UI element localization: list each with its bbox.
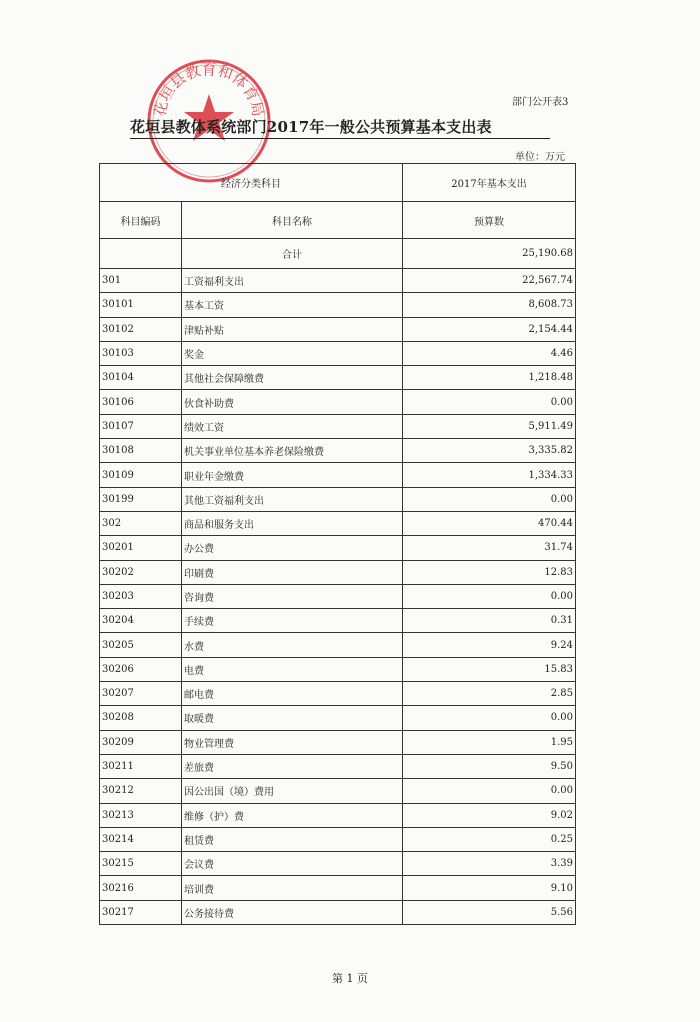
table-row xyxy=(100,463,576,487)
table-row xyxy=(100,584,576,608)
row-code: 30205 xyxy=(100,633,182,657)
table-row xyxy=(100,682,576,706)
row-name: 绩效工资 xyxy=(182,414,403,438)
row-code: 30106 xyxy=(100,390,182,414)
table-row xyxy=(100,511,576,535)
row-name: 水费 xyxy=(182,633,403,657)
row-name: 基本工资 xyxy=(182,293,403,317)
row-code: 30201 xyxy=(100,536,182,560)
row-amount: 5.56 xyxy=(403,900,576,924)
page-title: 花垣县教体系统部门2017年一般公共预算基本支出表 xyxy=(130,116,550,139)
row-amount: 22,567.74 xyxy=(403,269,576,293)
row-amount: 31.74 xyxy=(403,536,576,560)
table-row xyxy=(100,560,576,584)
row-amount: 0.31 xyxy=(403,609,576,633)
total-amount: 25,190.68 xyxy=(403,239,576,269)
row-name: 印刷费 xyxy=(182,560,403,584)
row-name: 职业年金缴费 xyxy=(182,463,403,487)
row-name: 其他社会保障缴费 xyxy=(182,366,403,390)
row-code: 30213 xyxy=(100,803,182,827)
row-amount: 5,911.49 xyxy=(403,414,576,438)
table-row xyxy=(100,754,576,778)
header-row-group xyxy=(100,164,576,202)
table-row xyxy=(100,803,576,827)
row-amount: 0.00 xyxy=(403,584,576,608)
header-code: 科目编码 xyxy=(100,202,182,239)
row-amount: 0.00 xyxy=(403,779,576,803)
table-row xyxy=(100,536,576,560)
row-amount: 2.85 xyxy=(403,682,576,706)
row-amount: 3,335.82 xyxy=(403,439,576,463)
row-code: 30216 xyxy=(100,876,182,900)
total-code xyxy=(100,239,182,269)
table-row xyxy=(100,852,576,876)
table-row xyxy=(100,633,576,657)
row-name: 因公出国（境）费用 xyxy=(182,779,403,803)
row-amount: 4.46 xyxy=(403,341,576,365)
row-name: 机关事业单位基本养老保险缴费 xyxy=(182,439,403,463)
header-amount: 预算数 xyxy=(403,202,576,239)
table-row xyxy=(100,269,576,293)
table-row xyxy=(100,827,576,851)
row-amount: 470.44 xyxy=(403,511,576,535)
row-code: 30217 xyxy=(100,900,182,924)
corner-label: 部门公开表3 xyxy=(512,97,569,108)
table-row xyxy=(100,706,576,730)
row-name: 商品和服务支出 xyxy=(182,511,403,535)
row-amount: 1,218.48 xyxy=(403,366,576,390)
row-amount: 0.00 xyxy=(403,390,576,414)
header-name: 科目名称 xyxy=(182,202,403,239)
row-amount: 9.50 xyxy=(403,754,576,778)
total-label: 合计 xyxy=(182,239,403,269)
header-row-columns xyxy=(100,202,576,239)
row-code: 302 xyxy=(100,511,182,535)
header-economic-category: 经济分类科目 xyxy=(100,164,403,202)
row-amount: 0.00 xyxy=(403,487,576,511)
row-name: 工资福利支出 xyxy=(182,269,403,293)
row-amount: 8,608.73 xyxy=(403,293,576,317)
row-code: 30202 xyxy=(100,560,182,584)
row-name: 咨询费 xyxy=(182,584,403,608)
table-row xyxy=(100,779,576,803)
table-row xyxy=(100,317,576,341)
row-name: 会议费 xyxy=(182,852,403,876)
table-row xyxy=(100,341,576,365)
table-row xyxy=(100,414,576,438)
row-name: 邮电费 xyxy=(182,682,403,706)
table-row xyxy=(100,609,576,633)
row-amount: 1,334.33 xyxy=(403,463,576,487)
row-name: 取暖费 xyxy=(182,706,403,730)
table-row xyxy=(100,366,576,390)
row-amount: 1.95 xyxy=(403,730,576,754)
seal-text: 花垣县教育和体育局 xyxy=(150,60,268,118)
row-name: 办公费 xyxy=(182,536,403,560)
row-name: 手续费 xyxy=(182,609,403,633)
row-name: 伙食补助费 xyxy=(182,390,403,414)
row-code: 30101 xyxy=(100,293,182,317)
row-name: 公务接待费 xyxy=(182,900,403,924)
row-code: 30199 xyxy=(100,487,182,511)
header-basic-expenditure: 2017年基本支出 xyxy=(403,164,576,202)
page-number: 第 1 页 xyxy=(332,972,368,985)
row-code: 30211 xyxy=(100,754,182,778)
row-amount: 3.39 xyxy=(403,852,576,876)
budget-table xyxy=(99,163,576,925)
row-amount: 15.83 xyxy=(403,657,576,681)
row-code: 30208 xyxy=(100,706,182,730)
row-name: 物业管理费 xyxy=(182,730,403,754)
row-name: 奖金 xyxy=(182,341,403,365)
row-code: 30104 xyxy=(100,366,182,390)
row-amount: 0.25 xyxy=(403,827,576,851)
row-name: 维修（护）费 xyxy=(182,803,403,827)
table-row xyxy=(100,487,576,511)
row-name: 津贴补贴 xyxy=(182,317,403,341)
row-code: 30207 xyxy=(100,682,182,706)
row-amount: 2,154.44 xyxy=(403,317,576,341)
row-code: 30212 xyxy=(100,779,182,803)
unit-label: 单位：万元 xyxy=(515,152,565,163)
row-code: 30108 xyxy=(100,439,182,463)
row-amount: 9.24 xyxy=(403,633,576,657)
row-code: 30109 xyxy=(100,463,182,487)
table-row xyxy=(100,293,576,317)
table-row xyxy=(100,390,576,414)
row-code: 30102 xyxy=(100,317,182,341)
row-code: 30215 xyxy=(100,852,182,876)
total-row xyxy=(100,239,576,269)
row-amount: 9.10 xyxy=(403,876,576,900)
table-row xyxy=(100,876,576,900)
row-name: 培训费 xyxy=(182,876,403,900)
row-name: 电费 xyxy=(182,657,403,681)
row-amount: 0.00 xyxy=(403,706,576,730)
table-row xyxy=(100,900,576,924)
row-amount: 9.02 xyxy=(403,803,576,827)
row-amount: 12.83 xyxy=(403,560,576,584)
row-code: 301 xyxy=(100,269,182,293)
table-row xyxy=(100,657,576,681)
row-name: 差旅费 xyxy=(182,754,403,778)
row-code: 30203 xyxy=(100,584,182,608)
table-row xyxy=(100,439,576,463)
table-row xyxy=(100,730,576,754)
row-code: 30214 xyxy=(100,827,182,851)
row-name: 其他工资福利支出 xyxy=(182,487,403,511)
row-code: 30209 xyxy=(100,730,182,754)
row-code: 30107 xyxy=(100,414,182,438)
row-code: 30103 xyxy=(100,341,182,365)
row-code: 30206 xyxy=(100,657,182,681)
row-code: 30204 xyxy=(100,609,182,633)
row-name: 租赁费 xyxy=(182,827,403,851)
